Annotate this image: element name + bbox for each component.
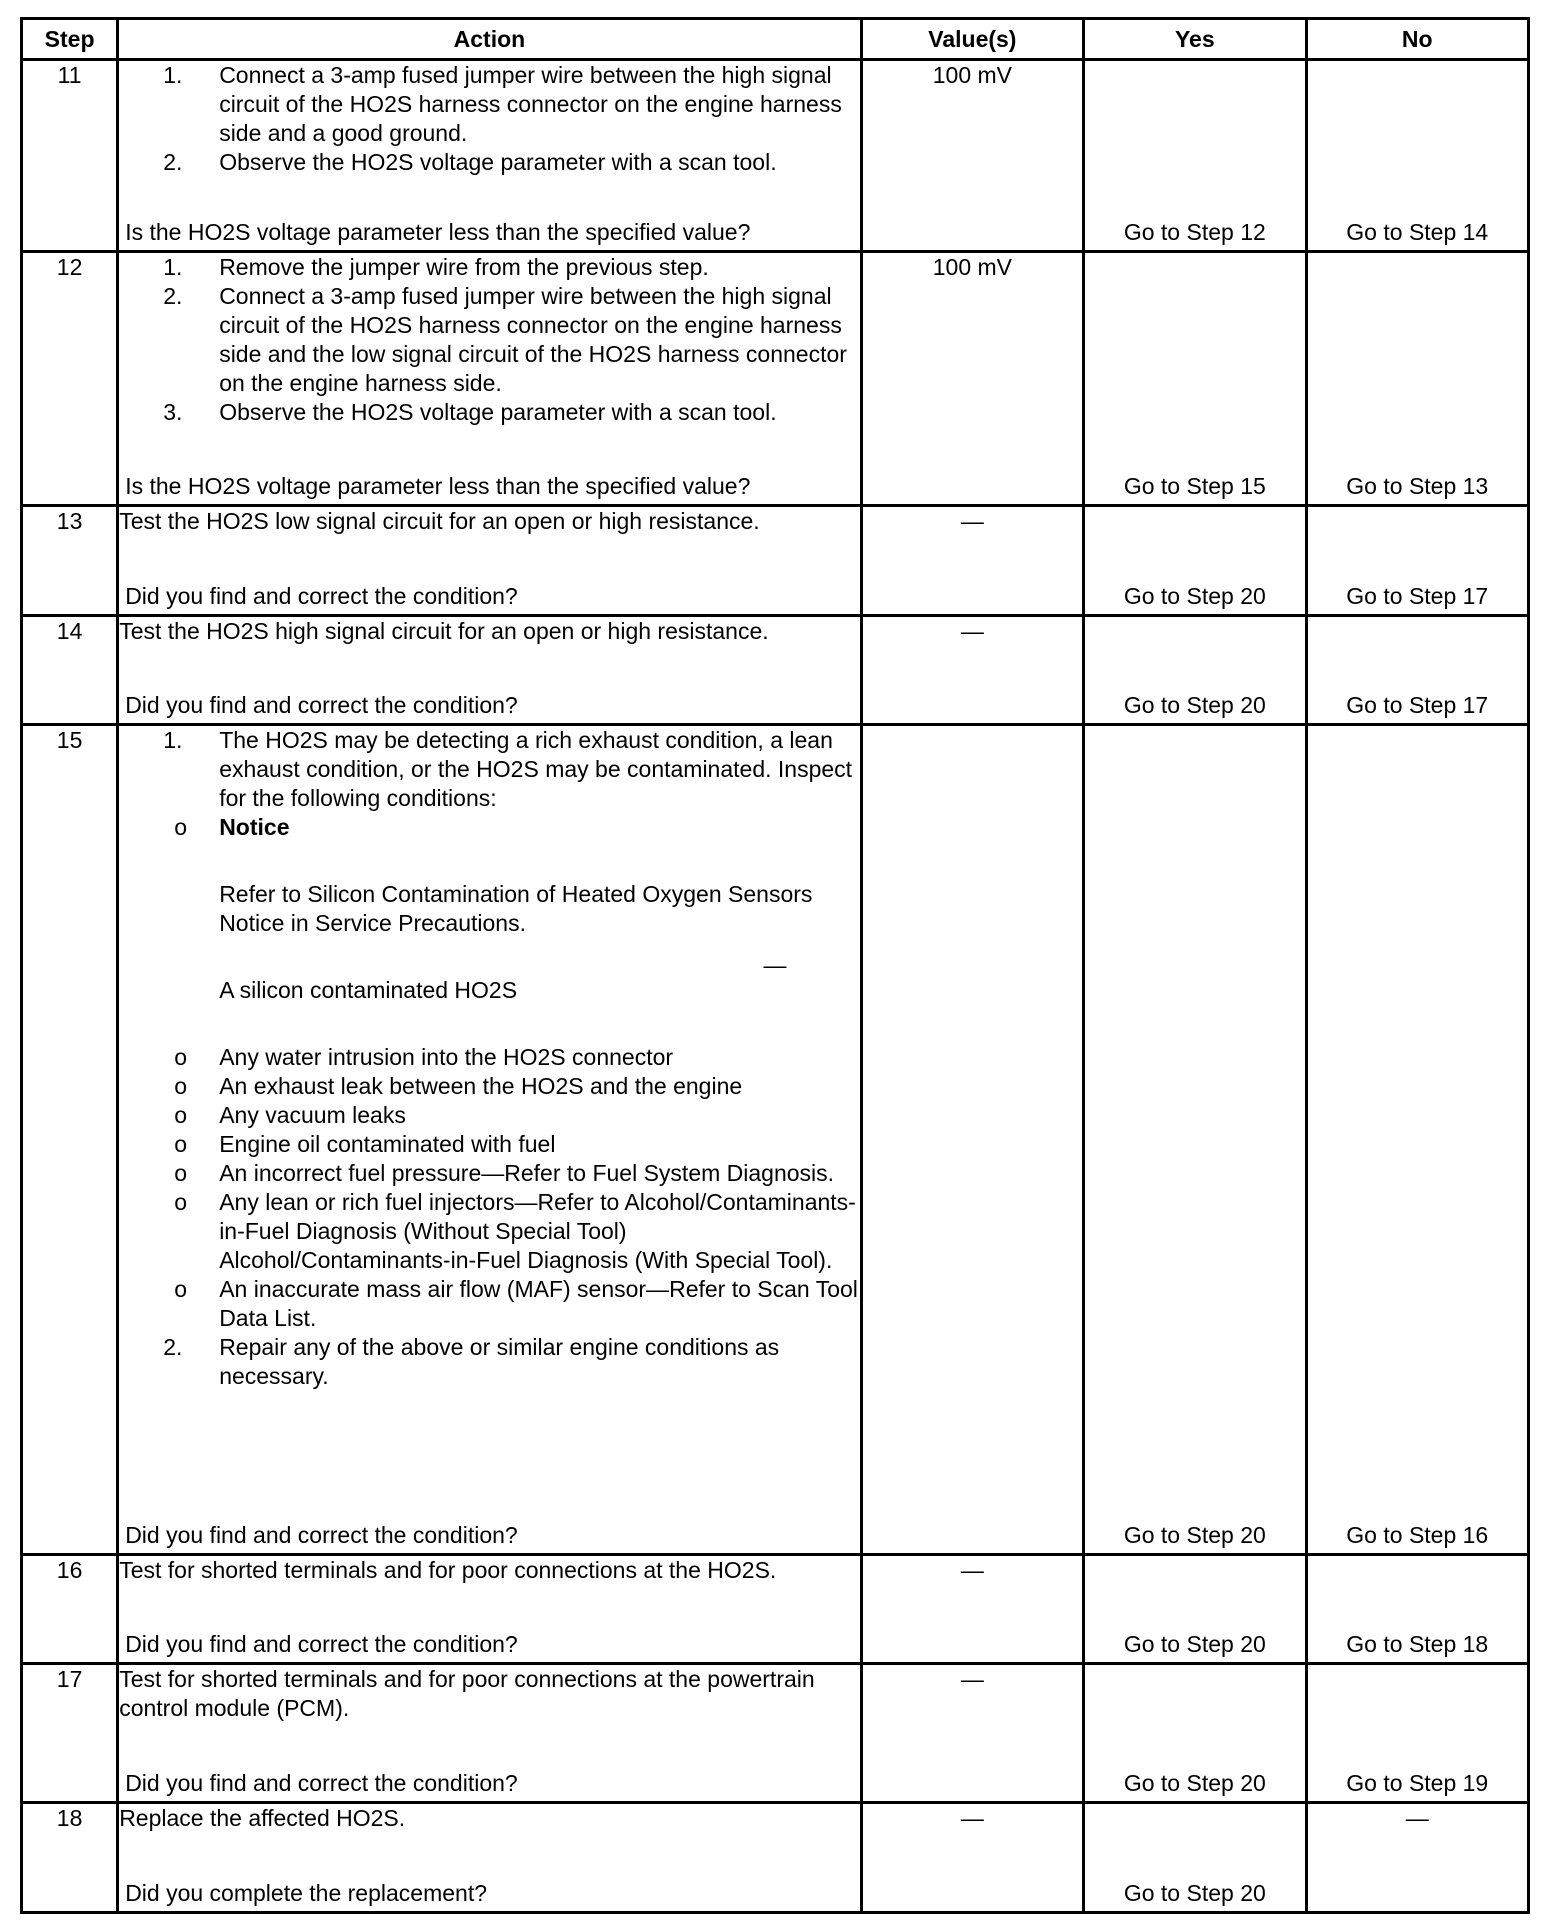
- item-text: Any lean or rich fuel injectors—Refer to Alcohol/Contaminants-in-Fuel Diagnosis (Without Special Tool) Alcohol/Contaminants-in-Fuel Diagnosis (With Special Tool).: [219, 1189, 856, 1273]
- list-item: [119, 1101, 859, 1130]
- no-action: Go to Step 14: [1346, 219, 1489, 245]
- diagnostic-table: [20, 17, 1530, 1914]
- action-cell: [118, 1555, 861, 1664]
- question: Did you find and correct the condition?: [125, 583, 518, 609]
- question: Did you find and correct the condition?: [125, 692, 518, 718]
- bullet: o: [174, 1189, 187, 1215]
- action-cell: [118, 506, 861, 616]
- item-text: Observe the HO2S voltage parameter with a scan tool.: [219, 399, 777, 425]
- no-action: Go to Step 18: [1346, 1631, 1489, 1657]
- no-cell: [1306, 252, 1528, 506]
- step-number: 18: [22, 1803, 118, 1913]
- bullet: o: [174, 1276, 187, 1302]
- item-text: Engine oil contaminated with fuel: [219, 1131, 556, 1157]
- action-cell: [118, 252, 861, 506]
- bullet: o: [174, 1044, 187, 1070]
- yes-cell: [1084, 725, 1306, 1555]
- no-cell: [1306, 725, 1528, 1555]
- yes-action: Go to Step 20: [1123, 1880, 1266, 1906]
- step-number: 15: [22, 725, 118, 1555]
- value-cell: 100 mV: [861, 60, 1083, 252]
- table-row: [22, 252, 1529, 506]
- bullet: o: [174, 814, 187, 840]
- value-cell: —: [861, 1664, 1083, 1803]
- no-cell: [1306, 506, 1528, 616]
- yes-cell: [1084, 616, 1306, 725]
- question: Did you find and correct the condition?: [125, 1522, 518, 1548]
- step-number: 17: [22, 1664, 118, 1803]
- item-text: Remove the jumper wire from the previous step.: [219, 254, 709, 280]
- step-number: 16: [22, 1555, 118, 1664]
- notice-condition: A silicon contaminated HO2S: [219, 977, 518, 1003]
- item-number: 2.: [163, 283, 183, 309]
- value-cell: 100 mV: [861, 252, 1083, 506]
- table-row: [22, 1664, 1529, 1803]
- no-action: Go to Step 16: [1346, 1522, 1489, 1548]
- list-item: [119, 282, 859, 398]
- item-number: 1.: [163, 727, 183, 753]
- notice-item: [119, 813, 859, 1043]
- no-cell: [1306, 1664, 1528, 1803]
- action-text: Test the HO2S low signal circuit for an open or high resistance.: [119, 508, 760, 534]
- header-row: [22, 19, 1529, 60]
- item-text: Any water intrusion into the HO2S connector: [219, 1044, 674, 1070]
- no-cell: [1306, 616, 1528, 725]
- numbered-list: [119, 253, 859, 427]
- yes-action: Go to Step 20: [1123, 1631, 1266, 1657]
- yes-action: Go to Step 20: [1123, 583, 1266, 609]
- question: Is the HO2S voltage parameter less than the specified value?: [125, 473, 751, 499]
- table-row: [22, 616, 1529, 725]
- notice-title: Notice: [219, 814, 290, 840]
- value-cell: —: [861, 1803, 1083, 1913]
- value-cell: —: [861, 506, 1083, 616]
- header-step: Step: [22, 19, 118, 60]
- numbered-list: [119, 726, 859, 813]
- item-text: Connect a 3-amp fused jumper wire between the high signal circuit of the HO2S harness connector on the engine harness side and a good ground.: [219, 62, 842, 146]
- action-cell: [118, 616, 861, 725]
- action-cell: [118, 60, 861, 252]
- yes-action: Go to Step 20: [1123, 1522, 1266, 1548]
- yes-action: Go to Step 12: [1123, 219, 1266, 245]
- no-cell: —: [1306, 1803, 1528, 1913]
- question: Did you find and correct the condition?: [125, 1770, 518, 1796]
- condition-list: [119, 813, 859, 1333]
- no-action: Go to Step 17: [1346, 692, 1489, 718]
- action-cell: [118, 1803, 861, 1913]
- value-dash: —: [763, 951, 787, 978]
- numbered-list: [119, 61, 859, 177]
- action-text: Replace the affected HO2S.: [119, 1805, 406, 1831]
- item-number: 2.: [163, 149, 183, 175]
- header-values: Value(s): [861, 19, 1083, 60]
- question: Did you complete the replacement?: [125, 1880, 487, 1906]
- list-item: [119, 1159, 859, 1188]
- value-cell: —: [861, 616, 1083, 725]
- item-text: The HO2S may be detecting a rich exhaust condition, a lean exhaust condition, or the HO2S may be contaminated. Inspect for the following conditions:: [219, 727, 853, 811]
- item-number: 1.: [163, 254, 183, 280]
- bullet: o: [174, 1160, 187, 1186]
- yes-cell: [1084, 1803, 1306, 1913]
- list-item: [119, 1072, 859, 1101]
- item-text: Any vacuum leaks: [219, 1102, 406, 1128]
- bullet: o: [174, 1073, 187, 1099]
- no-action: Go to Step 19: [1346, 1770, 1489, 1796]
- header-no: No: [1306, 19, 1528, 60]
- yes-action: Go to Step 20: [1123, 1770, 1266, 1796]
- item-number: 3.: [163, 399, 183, 425]
- bullet: o: [174, 1102, 187, 1128]
- item-number: 1.: [163, 62, 183, 88]
- header-yes: Yes: [1084, 19, 1306, 60]
- list-item: [119, 1275, 859, 1333]
- list-item: [119, 61, 859, 148]
- item-number: 2.: [163, 1334, 183, 1360]
- numbered-list: [119, 1333, 859, 1391]
- item-text: Repair any of the above or similar engine conditions as necessary.: [219, 1334, 780, 1389]
- table-row: [22, 1555, 1529, 1664]
- step-number: 11: [22, 60, 118, 252]
- action-text: Test the HO2S high signal circuit for an open or high resistance.: [119, 618, 769, 644]
- item-text: An incorrect fuel pressure—Refer to Fuel System Diagnosis.: [219, 1160, 835, 1186]
- value-cell: —: [861, 1555, 1083, 1664]
- table-row: [22, 60, 1529, 252]
- list-item: [119, 398, 859, 427]
- list-item: [119, 1333, 859, 1391]
- list-item: [119, 1130, 859, 1159]
- action-cell: [118, 1664, 861, 1803]
- list-item: [119, 1188, 859, 1275]
- no-cell: [1306, 60, 1528, 252]
- yes-cell: [1084, 60, 1306, 252]
- item-text: Connect a 3-amp fused jumper wire between the high signal circuit of the HO2S harness connector on the engine harness side and the low signal circuit of the HO2S harness connector on the engine harness side.: [219, 283, 847, 396]
- step-number: 12: [22, 252, 118, 506]
- table-row: [22, 506, 1529, 616]
- yes-cell: [1084, 1555, 1306, 1664]
- step-number: 13: [22, 506, 118, 616]
- action-cell: [118, 725, 861, 1555]
- no-cell: [1306, 1555, 1528, 1664]
- list-item: [119, 1043, 859, 1072]
- yes-action: Go to Step 20: [1123, 692, 1266, 718]
- yes-action: Go to Step 15: [1123, 473, 1266, 499]
- list-item: [119, 253, 859, 282]
- table-row: [22, 725, 1529, 1555]
- no-action: Go to Step 13: [1346, 473, 1489, 499]
- table-row: [22, 1803, 1529, 1913]
- step-number: 14: [22, 616, 118, 725]
- item-text: An exhaust leak between the HO2S and the engine: [219, 1073, 743, 1099]
- item-text: An inaccurate mass air flow (MAF) sensor—Refer to Scan Tool Data List.: [219, 1276, 858, 1331]
- question: Did you find and correct the condition?: [125, 1631, 518, 1657]
- item-text: Observe the HO2S voltage parameter with a scan tool.: [219, 149, 777, 175]
- header-action: Action: [118, 19, 861, 60]
- action-text: Test for shorted terminals and for poor connections at the powertrain control module (PCM).: [119, 1666, 815, 1721]
- question: Is the HO2S voltage parameter less than the specified value?: [125, 219, 751, 245]
- yes-cell: [1084, 506, 1306, 616]
- no-action: Go to Step 17: [1346, 583, 1489, 609]
- list-item: [119, 148, 859, 177]
- list-item: [119, 726, 859, 813]
- notice-text: Refer to Silicon Contamination of Heated Oxygen Sensors Notice in Service Precautions.: [219, 881, 813, 936]
- bullet: o: [174, 1131, 187, 1157]
- action-text: Test for shorted terminals and for poor connections at the HO2S.: [119, 1557, 777, 1583]
- value-cell: [763, 725, 1083, 1555]
- yes-cell: [1084, 1664, 1306, 1803]
- yes-cell: [1084, 252, 1306, 506]
